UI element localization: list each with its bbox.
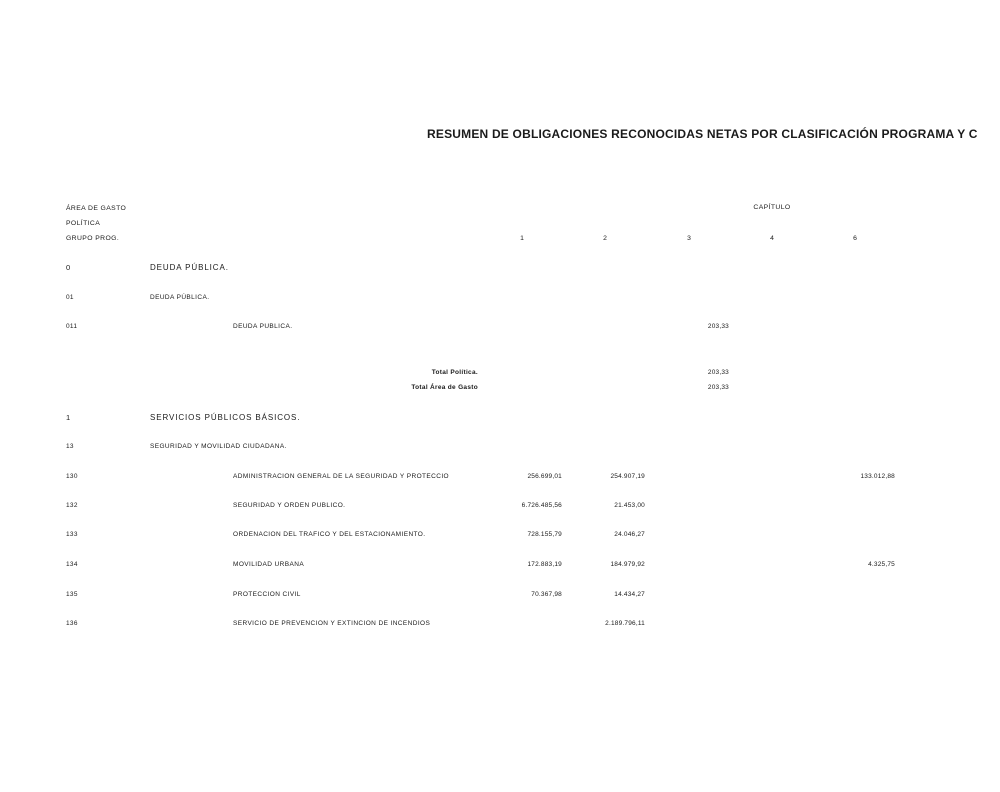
column-header-2: 2	[603, 235, 607, 242]
table-row-programa-132	[0, 502, 1000, 514]
value-capitulo-6: 133.012,88	[860, 473, 895, 480]
value-capitulo-2: 254.907,19	[610, 473, 645, 480]
column-header-1: 1	[520, 235, 524, 242]
row-code: 0	[66, 263, 71, 272]
table-row-programa-135	[0, 591, 1000, 603]
value-capitulo-1: 256.699,01	[527, 473, 562, 480]
total-politica-row	[0, 369, 1000, 381]
value-capitulo-2: 24.046,27	[614, 531, 645, 538]
row-description: DEUDA PÚBLICA.	[233, 323, 293, 330]
table-row-politica-01	[0, 294, 1000, 306]
row-code: 130	[66, 473, 78, 480]
value-capitulo-2: 184.979,92	[610, 561, 645, 568]
column-header-4: 4	[770, 235, 774, 242]
value-capitulo-2: 2.189.796,11	[605, 620, 645, 627]
row-code: 01	[66, 294, 74, 301]
table-row-area-0	[0, 263, 1000, 275]
row-code: 136	[66, 620, 78, 627]
value-capitulo-1: 172.883,19	[527, 561, 562, 568]
table-row-programa-133	[0, 531, 1000, 543]
total-area-de-gasto-value: 203,33	[707, 384, 729, 391]
row-description: SERVICIO DE PREVENCIÓN Y EXTINCIÓN DE INCENDIOS	[233, 620, 431, 627]
row-description: MOVILIDAD URBANA	[233, 561, 305, 568]
value-capitulo-1: 728.155,79	[527, 531, 562, 538]
value-capitulo-1: 70.367,98	[531, 591, 562, 598]
total-area-de-gasto-label: Total Área de Gasto	[411, 384, 478, 391]
row-description: ADMINISTRACIÓN GENERAL DE LA SEGURIDAD Y PROTECCIÓ	[233, 473, 450, 480]
row-description: DEUDA PÚBLICA.	[150, 263, 229, 272]
total-area-de-gasto-row	[0, 384, 1000, 396]
column-header-3: 3	[687, 235, 691, 242]
column-header-6: 6	[853, 235, 857, 242]
header-politica: POLÍTICA	[66, 220, 101, 227]
value-capitulo-6: 4.325,75	[868, 561, 895, 568]
table-row-programa-011	[0, 323, 1000, 335]
value-capitulo-1: 6.726.485,56	[521, 502, 562, 509]
table-row-programa-134	[0, 561, 1000, 573]
row-code: 135	[66, 591, 78, 598]
value-capitulo-2: 21.453,00	[614, 502, 645, 509]
row-code: 132	[66, 502, 78, 509]
header-capitulo: CAPÍTULO	[753, 204, 791, 211]
header-grupo-prog: GRUPO PROG.	[66, 235, 120, 242]
table-row-programa-130	[0, 473, 1000, 485]
row-description: SERVICIOS PÚBLICOS BÁSICOS.	[150, 413, 301, 422]
row-description: ORDENACIÓN DEL TRÁFICO Y DEL ESTACIONAMIENTO.	[233, 531, 426, 538]
table-row-programa-136	[0, 620, 1000, 632]
row-code: 13	[66, 443, 74, 450]
row-code: 133	[66, 531, 78, 538]
header-area-de-gasto: ÁREA DE GASTO	[66, 205, 127, 212]
table-row-area-1	[0, 413, 1000, 425]
row-description: SEGURIDAD Y ORDEN PÚBLICO.	[233, 502, 346, 509]
row-code: 011	[66, 323, 78, 330]
row-description: DEUDA PÚBLICA.	[150, 294, 210, 301]
table-row-politica-13	[0, 443, 1000, 455]
value-capitulo-3: 203,33	[707, 323, 729, 330]
total-politica-label: Total Política.	[431, 369, 478, 376]
row-code: 1	[66, 413, 71, 422]
row-code: 134	[66, 561, 78, 568]
row-description: PROTECCIÓN CIVIL	[233, 591, 301, 598]
value-capitulo-2: 14.434,27	[614, 591, 645, 598]
total-politica-value: 203,33	[707, 369, 729, 376]
page-title: RESUMEN DE OBLIGACIONES RECONOCIDAS NETAS POR CLASIFICACIÓN PROGRAMA Y C	[427, 127, 978, 141]
row-description: SEGURIDAD Y MOVILIDAD CIUDADANA.	[150, 443, 287, 450]
